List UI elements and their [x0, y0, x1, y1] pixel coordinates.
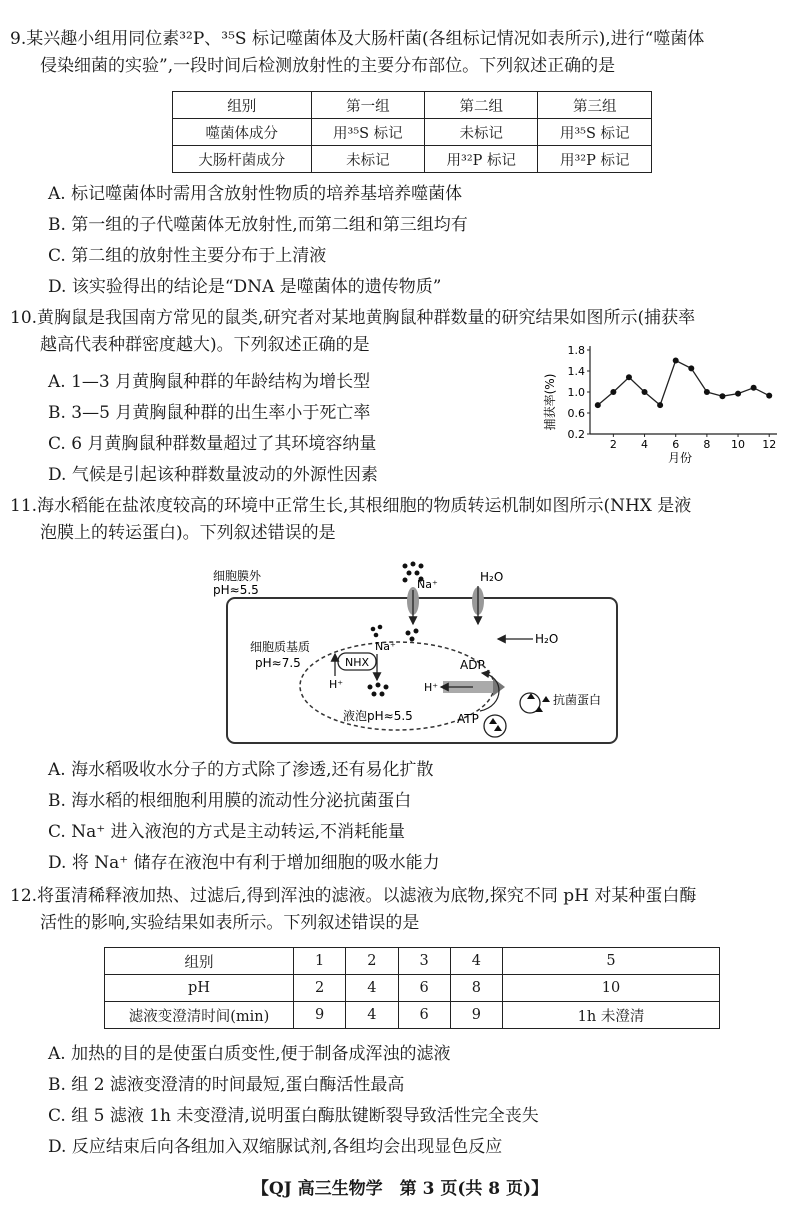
h2o-label-top: H₂O — [480, 570, 504, 584]
outside-ph-label: pH≈5.5 — [213, 583, 259, 597]
q11-option-d: D. 将 Na⁺ 储存在液泡中有利于增加细胞的吸水能力 — [48, 853, 440, 873]
data-point — [657, 402, 663, 408]
q11-stem-line2: 泡膜上的转运蛋白)。下列叙述错误的是 — [40, 523, 336, 543]
data-point — [751, 385, 757, 391]
q9-table — [172, 91, 652, 173]
question-12 — [10, 883, 786, 937]
table-cell: 4 — [450, 948, 502, 975]
table-cell: 1 — [294, 948, 346, 975]
table-cell: 9 — [450, 1002, 502, 1029]
table-cell: 未标记 — [425, 119, 538, 146]
table-row — [105, 1002, 720, 1029]
q9-option-a: A. 标记噬菌体时需用含放射性物质的培养基培养噬菌体 — [48, 184, 463, 204]
vesicle — [484, 715, 506, 737]
table-cell: 滤液变澄清时间(min) — [105, 1002, 294, 1029]
table-cell: 大肠杆菌成分 — [173, 146, 312, 173]
q12-option-b: B. 组 2 滤液变澄清的时间最短,蛋白酶活性最高 — [48, 1075, 405, 1095]
data-point — [719, 393, 725, 399]
cytoplasm-label: 细胞质基质 — [250, 640, 311, 654]
q11-stem-line1: 11.海水稻能在盐浓度较高的环境中正常生长,其根细胞的物质转运机制如图所示(NHX 是液 — [10, 496, 692, 516]
antibacterial-label: 抗菌蛋白 — [553, 693, 602, 707]
table-cell: 用³²P 标记 — [538, 146, 652, 173]
q12-stem-line1: 12.将蛋清稀释液加热、过滤后,得到浑浊的滤液。以滤液为底物,探究不同 pH 对某种蛋白酶 — [10, 886, 697, 906]
table-cell: 5 — [503, 948, 720, 975]
table-row — [105, 975, 720, 1002]
y-tick-label: 0.2 — [567, 428, 585, 441]
na-label-inside: Na⁺ — [375, 640, 396, 653]
q12-option-c: C. 组 5 滤液 1h 未变澄清,说明蛋白酶肽键断裂导致活性完全丧失 — [48, 1106, 539, 1126]
data-point — [595, 402, 601, 408]
capture-rate-chart — [532, 342, 792, 467]
nhx-label: NHX — [344, 656, 370, 669]
q12-table — [104, 947, 720, 1029]
table-header-cell: 第二组 — [425, 92, 538, 119]
table-row — [173, 119, 652, 146]
q11-option-a: A. 海水稻吸收水分子的方式除了渗透,还有易化扩散 — [48, 760, 434, 780]
table-cell: 8 — [450, 975, 502, 1002]
x-tick-label: 12 — [762, 438, 777, 451]
q10-option-c: C. 6 月黄胸鼠种群数量超过了其环境容纳量 — [48, 434, 377, 454]
q10-option-b: B. 3—5 月黄胸鼠种群的出生率小于死亡率 — [48, 403, 371, 423]
data-point — [610, 389, 616, 395]
y-tick-label: 1.4 — [567, 365, 585, 378]
atp-label: ATP — [457, 712, 479, 726]
data-point — [642, 389, 648, 395]
transport-diagram — [205, 556, 625, 751]
table-cell: 组别 — [105, 948, 294, 975]
table-header-cell: 第一组 — [311, 92, 425, 119]
table-header-cell: 第三组 — [538, 92, 652, 119]
q9-option-b: B. 第一组的子代噬菌体无放射性,而第二组和第三组均有 — [48, 215, 468, 235]
x-tick-label: 4 — [641, 438, 649, 451]
outside-label: 细胞膜外 — [213, 569, 262, 583]
vacuole-label: 液泡pH≈5.5 — [343, 709, 413, 723]
q9-option-d: D. 该实验得出的结论是“DNA 是噬菌体的遗传物质” — [48, 277, 442, 297]
data-point — [735, 391, 741, 397]
q10-stem-line1: 10.黄胸鼠是我国南方常见的鼠类,研究者对某地黄胸鼠种群数量的研究结果如图所示(捕获率 — [10, 308, 696, 328]
data-point — [766, 393, 772, 399]
table-cell: pH — [105, 975, 294, 1002]
series-line — [598, 361, 769, 406]
question-11 — [10, 493, 786, 547]
q11-option-b: B. 海水稻的根细胞利用膜的流动性分泌抗菌蛋白 — [48, 791, 412, 811]
y-tick-label: 1.0 — [567, 386, 585, 399]
question-9 — [10, 26, 786, 80]
chart-y-label: 捕获率(%) — [543, 373, 557, 431]
table-cell: 用³⁵S 标记 — [538, 119, 652, 146]
q11-option-c: C. Na⁺ 进入液泡的方式是主动转运,不消耗能量 — [48, 822, 405, 842]
adp-label: ADP — [460, 658, 485, 672]
cell-membrane — [227, 598, 617, 743]
table-cell: 1h 未澄清 — [503, 1002, 720, 1029]
q9-stem-line1: 9.某兴趣小组用同位素³²P、³⁵S 标记噬菌体及大肠杆菌(各组标记情况如表所示),进行“噬菌体 — [10, 29, 705, 49]
x-tick-label: 10 — [731, 438, 746, 451]
q10-stem-line2: 越高代表种群密度越大)。下列叙述正确的是 — [40, 335, 370, 355]
page-footer: 【QJ 高三生物学 第 3 页(共 8 页)】 — [251, 1179, 549, 1199]
q9-stem-line2: 侵染细菌的实验”,一段时间后检测放射性的主要分布部位。下列叙述正确的是 — [40, 56, 616, 76]
table-cell: 4 — [346, 1002, 398, 1029]
y-tick-label: 0.6 — [567, 407, 585, 420]
table-cell: 2 — [294, 975, 346, 1002]
data-point — [626, 374, 632, 380]
na-label-outside: Na⁺ — [417, 578, 438, 591]
q10-option-d: D. 气候是引起该种群数量波动的外源性因素 — [48, 465, 378, 485]
table-cell: 6 — [398, 975, 450, 1002]
table-cell: 用³²P 标记 — [425, 146, 538, 173]
q12-stem-line2: 活性的影响,实验结果如表所示。下列叙述错误的是 — [40, 913, 420, 933]
data-point — [704, 389, 710, 395]
table-row — [173, 146, 652, 173]
table-cell: 10 — [503, 975, 720, 1002]
x-tick-label: 6 — [672, 438, 680, 451]
q10-option-a: A. 1—3 月黄胸鼠种群的年龄结构为增长型 — [48, 372, 371, 392]
table-cell: 噬菌体成分 — [173, 119, 312, 146]
h-plus-label-pump: H⁺ — [424, 681, 439, 694]
q12-option-a: A. 加热的目的是使蛋白质变性,便于制备成浑浊的滤液 — [48, 1044, 451, 1064]
table-cell: 用³⁵S 标记 — [311, 119, 425, 146]
table-row — [173, 92, 652, 119]
table-cell: 2 — [346, 948, 398, 975]
x-tick-label: 8 — [703, 438, 711, 451]
q9-option-c: C. 第二组的放射性主要分布于上清液 — [48, 246, 327, 266]
x-tick-label: 2 — [609, 438, 617, 451]
table-cell: 4 — [346, 975, 398, 1002]
h2o-label-side: H₂O — [535, 632, 559, 646]
table-cell: 9 — [294, 1002, 346, 1029]
h-plus-label: H⁺ — [329, 678, 344, 691]
table-header-cell: 组别 — [173, 92, 312, 119]
table-cell: 未标记 — [311, 146, 425, 173]
data-point — [673, 358, 679, 364]
cytoplasm-ph-label: pH≈7.5 — [255, 656, 301, 670]
table-cell: 3 — [398, 948, 450, 975]
q12-option-d: D. 反应结束后向各组加入双缩脲试剂,各组均会出现显色反应 — [48, 1137, 503, 1157]
table-row — [105, 948, 720, 975]
data-point — [688, 365, 694, 371]
table-cell: 6 — [398, 1002, 450, 1029]
y-tick-label: 1.8 — [567, 344, 585, 357]
chart-x-label: 月份 — [667, 451, 693, 465]
